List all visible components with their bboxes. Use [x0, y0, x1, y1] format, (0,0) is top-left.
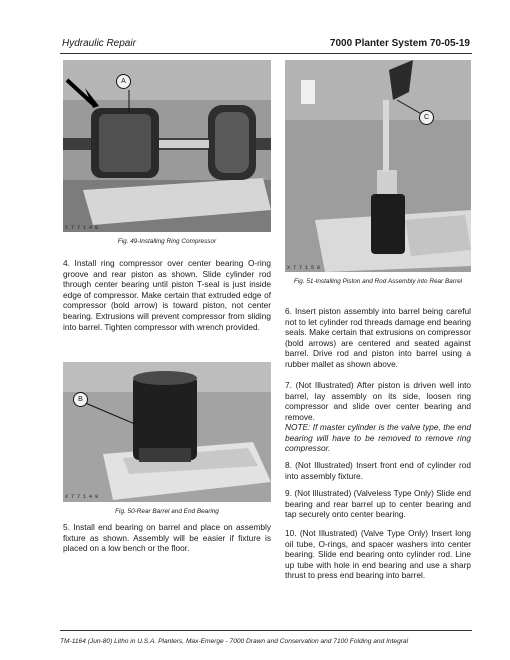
figure-50-photo: [63, 362, 271, 502]
step-5-text: 5. Install end bearing on barrel and place on assembly fixture as shown. Assembly will be easier if fixture is placed on a low bench or the floor.: [63, 522, 271, 554]
section-title: Hydraulic Repair: [62, 38, 136, 49]
figure-49-caption: Fig. 49-Installing Ring Compressor: [117, 238, 217, 245]
callout-c: C: [419, 110, 434, 125]
step-10-text: 10. (Not Illustrated) (Valve Type Only) Insert long oil tube, O-rings, and spacer washers into center bearing. Slide end bearing onto cylinder rod. Line up tube with hole in end bearing and use a sharp thrust to press end bearing into barrel.: [285, 528, 471, 581]
page-footer: TM-1164 (Jun-80) Litho in U.S.A. Planters, Max-Emerge - 7000 Drawn and Conservation and 7100 Folding and Integral: [60, 638, 409, 645]
figure-51-code: X 7 7 1 5 0: [287, 265, 321, 271]
figure-49-code: X 7 7 1 4 8: [65, 225, 99, 231]
figure-50-caption: Fig. 50-Rear Barrel and End Bearing: [115, 508, 219, 515]
figure-50-code: X 7 7 1 4 9: [65, 494, 99, 500]
figure-49-photo: [63, 60, 271, 232]
page-header: [62, 38, 470, 52]
step-4-text: 4. Install ring compressor over center bearing O-ring groove and rear piston as shown. Slide cylinder rod through center bearing until piston T-seal is just inside edge of compressor. Make certain that extruded edge of compressor (bold arrow) is toward piston, not center bearing. Extrusions will prevent compressor from sliding into barrel. Tighten compressor with wrench provided.: [63, 258, 271, 332]
callout-a: A: [116, 74, 131, 89]
figure-51-caption: Fig. 51-Installing Piston and Rod Assembly into Rear Barrel: [293, 278, 463, 285]
step-8-text: 8. (Not Illustrated) Insert front end of cylinder rod into assembly fixture.: [285, 460, 471, 481]
callout-b: B: [73, 392, 88, 407]
step-9-text: 9. (Not Illustrated) (Valveless Type Only) Slide end bearing and rear barrel up to center bearing and tap securely onto center bearing.: [285, 488, 471, 520]
header-rule: [60, 53, 472, 54]
figure-51-photo: [285, 60, 471, 272]
footer-rule: [60, 630, 472, 631]
page-number: 7000 Planter System 70-05-19: [329, 38, 470, 49]
note-text: NOTE: If master cylinder is the valve type, the end bearing will have to be removed to remove ring compressor.: [285, 422, 471, 454]
step-6-text: 6. Insert piston assembly into barrel being careful not to let cylinder rod threads damage end bearing seals. Make certain that extrusions on compressor (bold arrows) are centered and seated against barrel. Drive rod and piston into barrel using a rubber mallet as shown above.: [285, 306, 471, 369]
step-7-text: 7. (Not Illustrated) After piston is driven well into barrel, lay assembly on its side, loosen ring compressor and slide over center bearing and remove.: [285, 380, 471, 422]
